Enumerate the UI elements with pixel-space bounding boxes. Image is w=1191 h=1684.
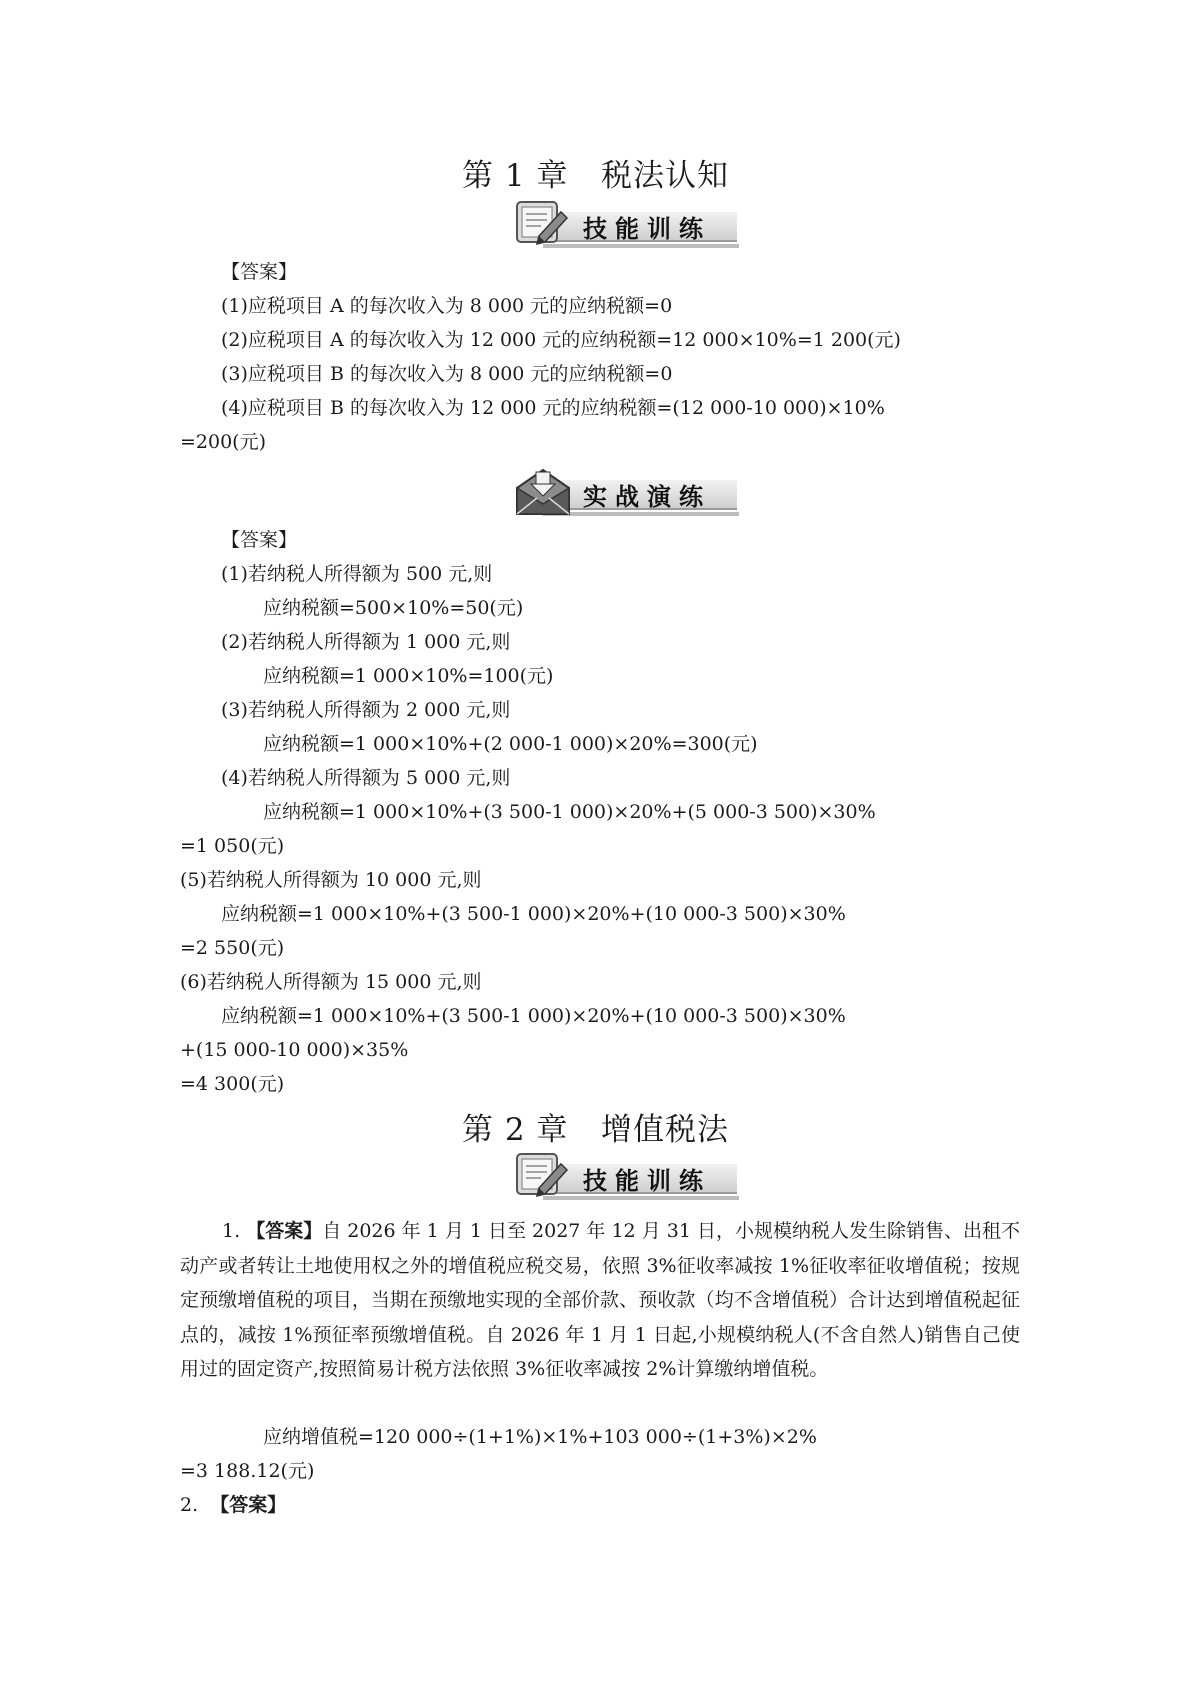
question-number: 1.	[222, 1220, 241, 1242]
notepad-pencil-icon	[513, 1150, 573, 1202]
answer-text: 自 2026 年 1 月 1 日至 2027 年 12 月 31 日，小规模纳税人发生除销售、出租不动产或者转让土地使用权之外的增值税应税交易，依照 3%征收率减按 1%征收率征收增值税；按规定预缴增值税的项目，当期在预缴地实现的全部价款、预收款（均不含增值税）合计达到增值税起征点的，减按 1%预征率预缴增值税。自 2026 年 1 月 1 日起,小规模纳税人(不含自然人)销售自己使用过的固定资产,按照简易计税方法依照 3%征收率减按 2%计算缴纳增值税。	[180, 1220, 1020, 1380]
banner-label: 实战演练	[583, 483, 711, 511]
banner-label: 技能训练	[583, 1167, 711, 1195]
answer-line: 应纳税额=1 000×10%+(3 500-1 000)×20%+(10 000-3 500)×30%	[221, 1005, 846, 1027]
question-1-paragraph	[180, 1214, 1020, 1387]
envelope-download-icon	[513, 466, 573, 518]
skill-training-banner	[513, 1150, 739, 1202]
answer-label: 【答案】	[210, 1494, 287, 1516]
answer-line: 应纳税额=500×10%=50(元)	[263, 597, 524, 619]
formula-result: =3 188.12(元)	[180, 1460, 315, 1482]
answer-label: 【答案】	[221, 261, 298, 283]
answer-line: (6)若纳税人所得额为 15 000 元,则	[180, 971, 482, 993]
answer-line: 应纳税额=1 000×10%+(3 500-1 000)×20%+(10 000-3 500)×30%	[221, 903, 846, 925]
formula-line: 应纳增值税=120 000÷(1+1%)×1%+103 000÷(1+3%)×2%	[263, 1426, 817, 1448]
answer-line: 应纳税额=1 000×10%+(3 500-1 000)×20%+(5 000-3 500)×30%	[263, 801, 876, 823]
answer-line: 应纳税额=1 000×10%=100(元)	[263, 665, 554, 687]
answer-label: 【答案】	[246, 1220, 323, 1242]
answer-line: =4 300(元)	[180, 1073, 285, 1095]
answer-line: (3)应税项目 B 的每次收入为 8 000 元的应纳税额=0	[221, 363, 673, 385]
answer-line: (4)应税项目 B 的每次收入为 12 000 元的应纳税额=(12 000-10 000)×10%	[221, 397, 885, 419]
answer-line: (1)若纳税人所得额为 500 元,则	[221, 563, 493, 585]
answer-line: +(15 000-10 000)×35%	[180, 1039, 409, 1061]
chapter-2-title: 第 2 章 增值税法	[462, 1112, 729, 1148]
banner-label: 技能训练	[583, 215, 711, 243]
skill-training-banner	[513, 198, 739, 250]
answer-line: (1)应税项目 A 的每次收入为 8 000 元的应纳税额=0	[221, 295, 673, 317]
practice-banner	[513, 466, 739, 518]
answer-line: =2 550(元)	[180, 937, 285, 959]
question-2-line	[180, 1493, 286, 1517]
answer-line: (2)若纳税人所得额为 1 000 元,则	[221, 631, 511, 653]
notepad-pencil-icon	[513, 198, 573, 250]
question-number: 2.	[180, 1494, 199, 1516]
answer-line: 应纳税额=1 000×10%+(2 000-1 000)×20%=300(元)	[263, 733, 758, 755]
answer-line: (3)若纳税人所得额为 2 000 元,则	[221, 699, 511, 721]
answer-line: =200(元)	[180, 431, 267, 453]
answer-line: (4)若纳税人所得额为 5 000 元,则	[221, 767, 511, 789]
answer-line: (5)若纳税人所得额为 10 000 元,则	[180, 869, 482, 891]
answer-line: (2)应税项目 A 的每次收入为 12 000 元的应纳税额=12 000×10%=1 200(元)	[221, 329, 901, 351]
chapter-1-title: 第 1 章 税法认知	[462, 158, 729, 194]
answer-line: =1 050(元)	[180, 835, 285, 857]
answer-label: 【答案】	[221, 529, 298, 551]
